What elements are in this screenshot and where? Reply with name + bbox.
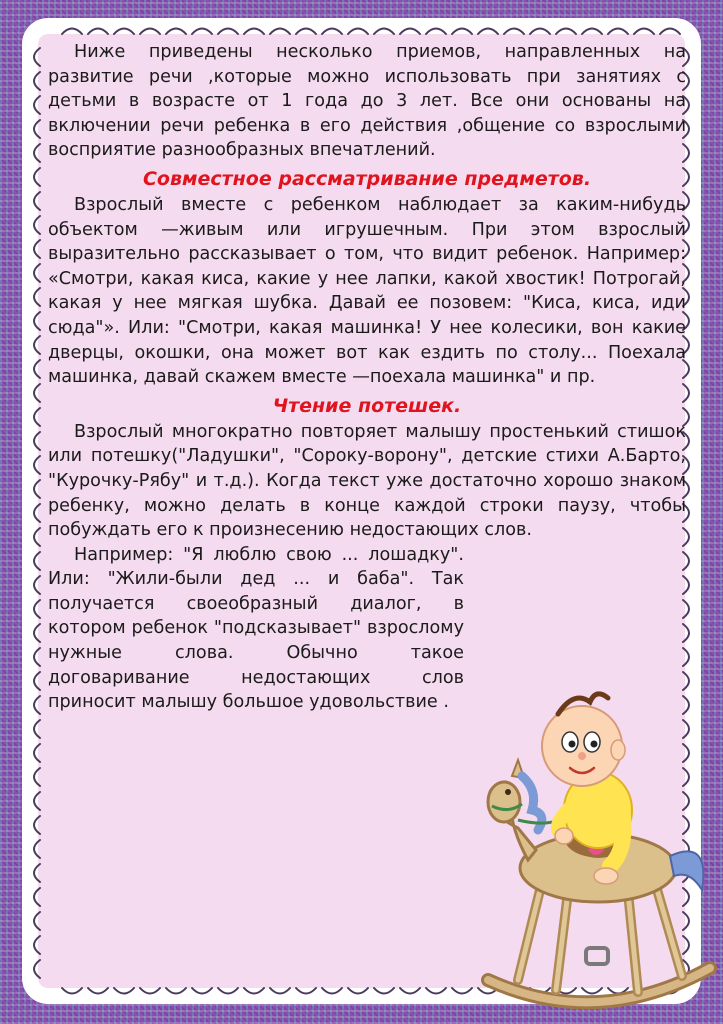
baby-on-rocking-horse-icon: [478, 680, 718, 1020]
section-objects-paragraph: Взрослый вместе с ребенком наблюдает за каким-нибудь объектом —живым или игрушечным. При этом взрослый выразительно рассказывает о том, что видит ребенок. Например: «Смотри, какая киса, какие у нее лапки, какой хвостик! Потрогай, какая у нее мягкая шубка. Давай ее позовем: "Киса, киса, иди сюда"». Или: "Смотри, какая машинка! У нее колесики, вон какие дверцы, окошки, она может вот как ездить по столу... Поехала машинка, давай скажем вместе —поехала машинка" и пр.: [48, 194, 686, 388]
section-rhymes-example: Например: "Я люблю свою ... лошадку". Или: "Жили-были дед ... и баба". Так получается своеобразный диалог, в котором ребенок "подсказывает" взрослому нужные слова. Обычно такое договаривание недостающих слов приносит малышу большое удовольствие .: [48, 544, 464, 713]
section-heading-nursery-rhymes: Чтение потешек.: [272, 394, 462, 417]
intro-paragraph: Ниже приведены несколько приемов, направленных на развитие речи ,которые можно использовать при занятиях с детьми в возрасте от 1 года до 3 лет. Все они основаны на включении речи ребенка в его действия ,общение со взрослыми восприятие разнообразных впечатлений.: [48, 42, 686, 161]
article: [48, 40, 686, 715]
section-heading-objects: Совместное рассматривание предметов.: [142, 167, 592, 190]
section-rhymes-paragraph: Взрослый многократно повторяет малышу простенький стишок или потешку("Ладушки", "Сороку-ворону", детские стихи А.Барто, "Курочку-Рябу" и т.д.). Когда текст уже достаточно хорошо знаком ребенку, можно делать в конце каждой строки паузу, чтобы побуждать его к произнесению недостающих слов.: [48, 421, 686, 541]
